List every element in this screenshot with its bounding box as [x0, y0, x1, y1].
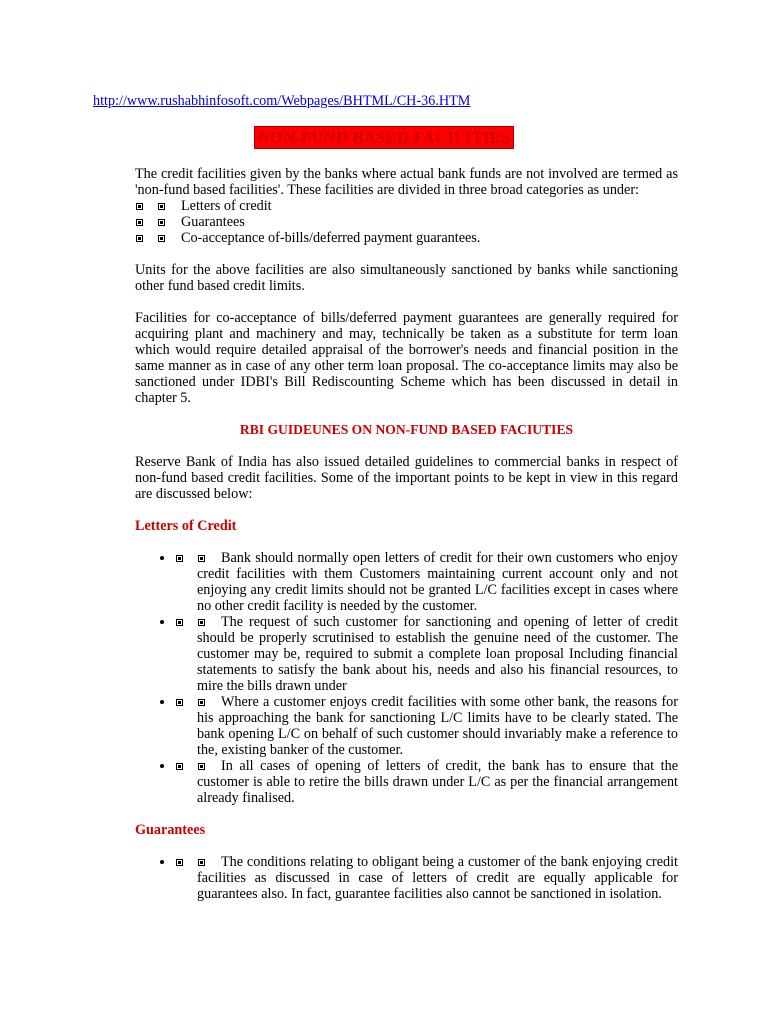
square-bullet-icon — [176, 859, 183, 866]
square-bullet-icon — [158, 219, 165, 226]
list-item: • The request of such customer for sanctioning and opening of letter of credit should be properly scrutinised to establish the genuine need of the customer. The customer may be, required to submit a complete loan proposal Including financial statements to satisfy the bank about his, needs and also his financial resources, to mire the bills drawn under — [175, 614, 678, 694]
list-item: Co-acceptance of-bills/deferred payment guarantees. — [135, 230, 678, 246]
rbi-heading: RBI GUIDEUNES ON NON-FUND BASED FACIUTIES — [239, 422, 574, 437]
list-item: Letters of credit — [135, 198, 678, 214]
square-bullet-icon — [198, 619, 205, 626]
guarantees-list — [135, 854, 678, 902]
square-bullet-icon — [198, 859, 205, 866]
categories-list — [135, 198, 678, 246]
square-bullet-icon — [176, 763, 183, 770]
letters-of-credit-heading: Letters of Credit — [135, 518, 237, 534]
document-title: NON-FUND BASED FACILITIES — [254, 126, 515, 149]
list-item: Guarantees — [135, 214, 678, 230]
square-bullet-icon — [176, 555, 183, 562]
list-item: • The conditions relating to obligant being a customer of the bank enjoying credit facilities as discussed in case of letters of credit are equally applicable for guarantees also. In fact, guarantee facilities also cannot be sanctioned in isolation. — [175, 854, 678, 902]
source-url-link[interactable]: http://www.rushabhinfosoft.com/Webpages/BHTML/CH-36.HTM — [93, 93, 471, 109]
square-bullet-icon — [158, 235, 165, 242]
list-item: • Where a customer enjoys credit facilities with some other bank, the reasons for his approaching the bank for sanctioning L/C limits have to be clearly stated. The bank opening L/C on behalf of such customer should invariably make a reference to the, existing banker of the customer. — [175, 694, 678, 758]
square-bullet-icon — [158, 203, 165, 210]
square-bullet-icon — [198, 699, 205, 706]
square-bullet-icon — [136, 203, 143, 210]
title-wrap — [0, 126, 768, 149]
square-bullet-icon — [136, 235, 143, 242]
coacceptance-paragraph: Facilities for co-acceptance of bills/deferred payment guarantees are generally required for acquiring plant and machinery and may, technically be taken as a substitute for term loan which would require detailed appraisal of the borrower's needs and financial position in the same manner as in case of any other term loan proposal. The co-acceptance limits may also be sanctioned under IDBI's Bill Rediscounting Scheme which has been discussed in detail in chapter 5. — [135, 310, 678, 406]
units-paragraph: Units for the above facilities are also simultaneously sanctioned by banks while sanctioning other fund based credit limits. — [135, 262, 678, 294]
square-bullet-icon — [136, 219, 143, 226]
intro-paragraph: The credit facilities given by the banks where actual bank funds are not involved are termed as 'non-fund based facilities'. These facilities are divided in three broad categories as under: — [135, 166, 678, 198]
square-bullet-icon — [176, 619, 183, 626]
square-bullet-icon — [198, 555, 205, 562]
square-bullet-icon — [176, 699, 183, 706]
guarantees-heading: Guarantees — [135, 822, 206, 838]
document-body — [135, 166, 678, 916]
square-bullet-icon — [198, 763, 205, 770]
list-item: • Bank should normally open letters of credit for their own customers who enjoy credit facilities with them Customers maintaining current account only and not enjoying any credit limits should not be granted L/C facilities except in cases where no other credit facility is needed by the customer. — [175, 550, 678, 614]
list-item: • In all cases of opening of letters of credit, the bank has to ensure that the customer is able to retire the bills drawn under L/C as per the financial arrangement already finalised. — [175, 758, 678, 806]
letters-of-credit-list — [135, 550, 678, 806]
rbi-intro-paragraph: Reserve Bank of India has also issued detailed guidelines to commercial banks in respect of non-fund based credit facilities. Some of the important points to be kept in view in this regard are discussed below: — [135, 454, 678, 502]
